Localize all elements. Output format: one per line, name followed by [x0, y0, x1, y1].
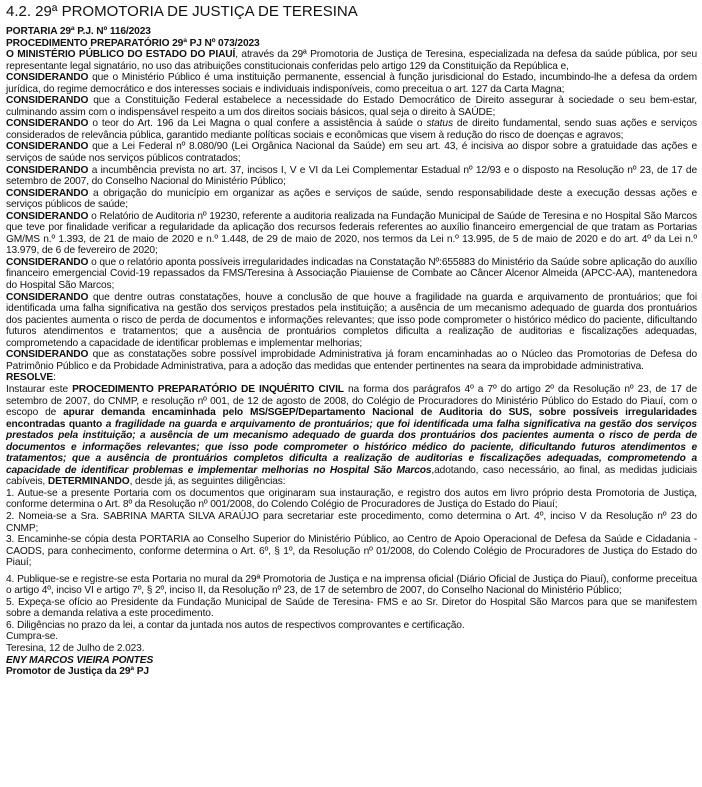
considerando-text: o Relatório de Auditoria nº 19230, referente a auditoria realizada na Fundação Municipal de Saúde de Teresina e no Hospital São Marcos que teve por finalidade verificar a regularidade da aplicação dos recursos federais referentes ao auxílio financeiro emergencial de que tratam as Portarias GM/MS n.º 1.393, de 21 de maio de 2020 e n.º 1.448, de 29 de maio de 2020, nos termos da Lei n.º 13.995, de 5 de maio de 2020 e do art. 4º da Lei n.º 13.979, de 6 de fevereiro de 2020; — [6, 210, 697, 257]
considerando-6 — [6, 188, 697, 211]
considerando-label: CONSIDERANDO — [6, 72, 89, 84]
considerando-label: CONSIDERANDO — [6, 349, 89, 361]
considerando-text: que dentre outras constatações, houve a conclusão de que houve a fragilidade na guarda e arquivamento de prontuários; que foi identificada uma falha significativa na gestão dos serviços prestados pela instituição; a ausência de um mecanismo adequado de guarda dos prontuários dos pacientes aumenta o risco de perda de documentos e informações relevantes; que isso pode comprometer o histórico médico do paciente, dificultando futuros atendimentos e tratamentos; que a ausência de prontuários completos dificulta a realização de auditorias e fiscalizações adequadas, comprometendo a capacidade de identificar problemas e implementar melhorias; — [6, 291, 697, 349]
considerando-3 — [6, 118, 697, 141]
considerando-label: CONSIDERANDO — [6, 256, 89, 268]
considerando-text-cont: de direito fundamental, sendo suas ações e serviços considerados de relevância pública, garantido mediante políticas sociais e econômicas que visem à redução do risco de doenças e agravos; — [6, 118, 697, 141]
considerando-1 — [6, 72, 697, 95]
procedimento-number: PROCEDIMENTO PREPARATÓRIO 29ª PJ Nº 073/2023 — [6, 37, 260, 49]
resolve-label: RESOLVE — [6, 372, 54, 384]
considerando-label: CONSIDERANDO — [6, 210, 89, 222]
resolve-colon: : — [53, 372, 56, 384]
resolve-heading — [6, 372, 697, 384]
resolve-text-4: , desde já, as seguintes diligências: — [129, 476, 286, 488]
closing-text: Cumpra-se. — [6, 631, 59, 643]
intro-text: , através da 29ª Promotoria de Justiça de Teresina, especializada na defesa da saúde pública, por seu representante legal signatário, no uso das atribuições constitucionais conferidas pelo artigo 129 da Constituição da República e, — [6, 49, 697, 72]
resolve-scope: apurar demanda encaminhada pelo MS/SGEP/Departamento Nacional de Auditoria do SUS, sobre possíveis irregularidades encontradas quanto — [6, 407, 697, 430]
considerando-7 — [6, 211, 697, 257]
diligencia-3: 3. Encaminhe-se cópia desta PORTARIA ao Conselho Superior do Ministério Público, ao Centro de Apoio Operacional de Defesa da Saúde e Cidadania - CAODS, para conhecimento, conforme determina o Art. 6º, § 1º, da Resolução nº 01/2008, do Colendo Colégio de Procuradores de Justiça do Estado do Piauí; — [6, 534, 697, 569]
intro-paragraph — [6, 49, 697, 72]
considerando-9 — [6, 292, 697, 350]
section-title: 4.2. 29ª PROMOTORIA DE JUSTIÇA DE TERESINA — [6, 3, 358, 20]
considerando-4 — [6, 141, 697, 164]
diligencia-6: 6. Diligências no prazo da lei, a contar da juntada nos autos de respectivos comprovantes e certificação. — [6, 619, 465, 631]
resolve-determinando: DETERMINANDO — [47, 476, 130, 488]
considerando-text: que a Constituição Federal estabelece a necessidade do Estado Democrático de Direito assegurar à sociedade o seu bem-estar, culminando assim com o indispensável respeito a um dos direitos sociais básicos, qual seja o direito à SAÚDE; — [6, 95, 697, 118]
resolve-scope-details: a fragilidade na guarda e arquivamento de prontuários; que foi identificada uma falha significativa na gestão dos serviços prestados pela instituição; a ausência de um mecanismo adequado de guarda dos prontuários dos pacientes aumenta o risco de perda de documentos e informações relevantes; que isso pode comprometer o histórico médico do paciente, dificultando futuros atendimentos e tratamentos; que a ausência de prontuários completos dificulta a realização de auditorias e fiscalizações adequadas, comprometendo a capacidade de identificar problemas e implementar melhorias no Hospital São Marcos — [6, 418, 697, 476]
considerando-label: CONSIDERANDO — [6, 95, 89, 107]
resolve-text-1: Instaurar este — [6, 383, 73, 395]
diligencia-5: 5. Expeça-se ofício ao Presidente da Fundação Municipal de Saúde de Teresina- FMS e ao Sr. Diretor do Hospital São Marcos para que se manifestem sobre a demanda relativa a este procedimento. — [6, 596, 697, 620]
considerando-text: o que o relatório aponta possíveis irregularidades indicadas na Constatação Nº:655883 do Ministério da Saúde sobre aplicação do auxílio financeiro emergencial Covid-19 repassados da FMS/Teresina à Associação Piauiense de Combate ao Câncer Alcenor Almeida (APCC-AA), mantenedora do Hospital São Marcos; — [6, 256, 697, 292]
diligencia-4: 4. Publique-se e registre-se esta Portaria no mural da 29ª Promotoria de Justiça e na imprensa oficial (Diário Oficial de Justiça do Piauí), conforme preceitua o artigo 4º, inciso VI e artigo 7º, § 2º, inciso II, da Resolução nº 23, de 17 de setembro de 2007, do Conselho Nacional do Ministério Público; — [6, 573, 697, 597]
signer-role: Promotor de Justiça da 29ª PJ — [6, 666, 149, 678]
considerando-italic: status — [426, 118, 453, 130]
portaria-number: PORTARIA 29ª P.J. Nº 116/2023 — [6, 26, 151, 37]
considerando-text: o teor do Art. 196 da Lei Magna o qual confere a assistência à saúde o — [88, 118, 427, 130]
considerando-label: CONSIDERANDO — [6, 291, 89, 303]
intro-org: O MINISTÉRIO PÚBLICO DO ESTADO DO PIAUÍ — [6, 49, 236, 61]
considerando-2 — [6, 95, 697, 118]
place-date: Teresina, 12 de Julho de 2.023. — [6, 642, 145, 654]
diligencia-2: 2. Nomeia-se a Sra. SABRINA MARTA SILVA ARAÚJO para secretariar este procedimento, como determina o Art. 4º, inciso V da Resolução nº 23 do CNMP; — [6, 510, 697, 534]
considerando-label: CONSIDERANDO — [6, 164, 89, 176]
diligencia-1: 1. Autue-se a presente Portaria com os documentos que originaram sua instauração, e registro dos autos em livro próprio desta Promotoria de Justiça, conforme determina o Art. 8º da Resolução nº 001/2008, do Colendo Colégio de Procuradores de Justiça do Estado do Piauí; — [6, 487, 697, 511]
considerando-text: a obrigação do município em organizar as ações e serviços de saúde, sendo responsabilidade deste a execução dessas ações e serviços públicos de saúde; — [6, 187, 697, 211]
considerando-text: que as constatações sobre possível improbidade Administrativa já foram encaminhadas ao o Núcleo das Promotorias de Defesa do Patrimônio Público e da Probidade Administrativa, para a adoção das medidas que entender pertinentes na seara da improbidade administrativa. — [6, 349, 697, 372]
resolve-text-2: na forma dos parágrafos 4º a 7º do artigo 2º da Resolução nº 23, de 17 de setembro de 2007, do CNMP, e resolução nº 001, de 12 de agosto de 2008, do Colégio de Procuradores do Ministério Público do Estado do Piauí, com o escopo de — [6, 383, 697, 419]
resolve-paragraph — [6, 384, 697, 488]
resolve-procedure-title: PROCEDIMENTO PREPARATÓRIO DE INQUÉRITO CIVIL — [72, 383, 344, 395]
resolve-text-3: ,adotando, caso necessário, ao final, as medidas judiciais cabíveis, — [6, 464, 697, 488]
considerando-text: que o Ministério Público é uma instituição permanente, essencial à função jurisdicional do Estado, incumbindo-lhe a defesa da ordem jurídica, do regime democrático e dos interesses sociais e individuais indisponíveis, como preceitua o art. 127 da Carta Magna; — [6, 72, 697, 95]
considerando-label: CONSIDERANDO — [6, 118, 89, 130]
considerando-label: CONSIDERANDO — [6, 141, 89, 153]
signer-name: ENY MARCOS VIEIRA PONTES — [6, 654, 154, 666]
considerando-label: CONSIDERANDO — [6, 187, 89, 199]
considerando-5 — [6, 165, 697, 188]
considerando-10 — [6, 349, 697, 372]
considerando-text: que a Lei Federal nº 8.080/90 (Lei Orgânica Nacional da Saúde) em seu art. 43, é incisiva ao dispor sobre a gratuidade das ações e serviços de saúde nos serviços públicos contratados; — [6, 141, 697, 165]
considerando-text: a incumbência prevista no art. 37, incisos I, V e VI da Lei Complementar Estadual nº 12/93 e o disposto na Resolução nº 23, de 17 de setembro de 2007, do Conselho Nacional do Ministério Público; — [6, 164, 697, 188]
considerando-8 — [6, 257, 697, 292]
